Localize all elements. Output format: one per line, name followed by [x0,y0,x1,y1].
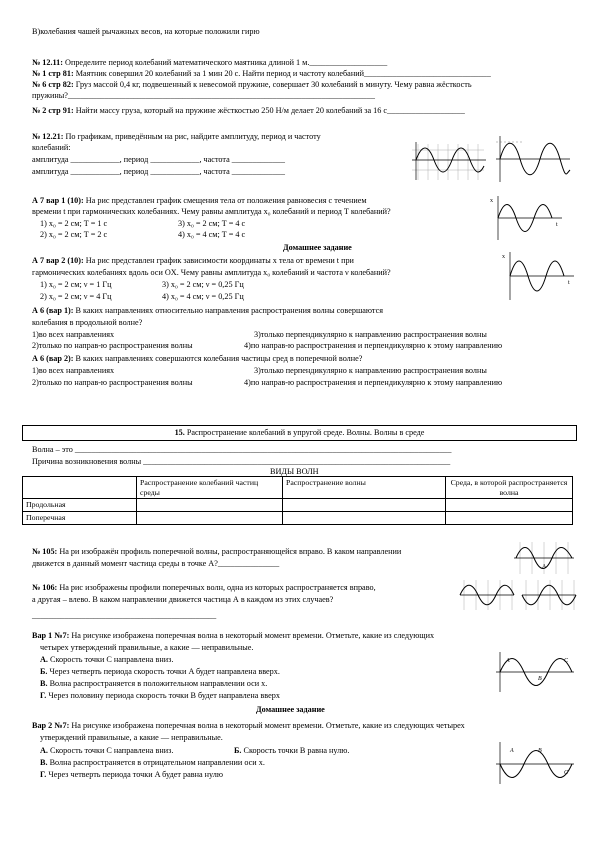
homework-heading-1: Домашнее задание [283,243,352,252]
wave-cause: Причина возникновения волны ___________________________________________________________________________ [32,457,451,466]
amplitude-line-1: амплитуда ____________, период ____________, частота _____________ [32,155,285,164]
a7-var1-t-label: t [556,222,558,228]
a7-var2-option-4: 4) x₀ = 4 см; ν = 0,25 Гц [162,292,244,301]
figure-var1-no7-svg [494,650,576,694]
a6-var2-option-4: 4)по направ-ю распространения и перпендикулярно к этому направлению [244,378,503,387]
table-header-cell [23,477,137,499]
a7-var1-svg [488,194,564,242]
var2-no7-item-g: Г. Через четверть периода точки A будет равна нулю [40,770,223,779]
fig-v2-label-b: B [538,748,542,754]
var2-no7-item-a: А. Скорость точки C направлена вниз. [40,746,174,755]
figure-106-left-svg [458,578,516,612]
table-cell [446,499,573,512]
a7-var2-t-label: t [568,280,570,286]
a6-var2-option-2: 2)только по направ-ю распространения волны [32,378,193,387]
figure-105-a-label: A [542,564,547,570]
var1-no7-item-g: Г. Через половину периода скорость точки B будет направлена вверх [40,691,280,700]
figure-var2-no7 [494,740,576,786]
problem-6-82: № 6 стр 82: Груз массой 0,4 кг, подвешенный к невесомой пружине, совершает 30 колебаний в минуту. Чему равна жёсткость [32,80,472,89]
a6-var2-title: А 6 (вар 2): В каких направлениях совершаются колебания частицы сред в поперечной волне? [32,354,363,363]
figure-a7-var2 [500,250,576,302]
problem-1-81: № 1 стр 81: Маятник совершил 20 колебаний за 1 мин 20 с. Найти период и частоту колебаний_______________________________ [32,69,491,78]
line-l1: В)колебания чашей рычажных весов, на которые положили гирю [32,27,260,36]
a7-var2-x-label: x [502,254,505,260]
problem-106-cont: а другая – влево. В каком направлении движется частица А в каждом из этих случаев? [32,595,334,604]
var1-no7-text: четырех утверждений правильные, а какие — неправильные. [40,643,254,652]
table-cell [137,512,283,525]
table-cell: Продольная [23,499,137,512]
a6-var2-option-3: 3)только перпендикулярно к направлению распространения волны [254,366,487,375]
homework-heading-2: Домашнее задание [256,705,325,714]
problem-12-21: № 12.21: По графикам, приведённым на рис, найдите амплитуду, период и частоту [32,132,321,141]
wave-types-title: ВИДЫ ВОЛН [270,467,319,476]
a6-var1-text: колебания в продольной волне? [32,318,143,327]
a6-var1-option-2: 2)только по направ-ю распространения волны [32,341,193,350]
fig-v1-label-b: B [538,676,542,682]
var2-no7-text: утверждений правильные, а какие — неправильные. [40,733,223,742]
graph-2-svg [492,134,572,184]
a6-var1-option-1: 1)во всех направлениях [32,330,115,339]
fig-v1-label-a: A [506,658,510,664]
figure-106-right-svg [520,578,578,612]
var1-no7-item-b: Б. Через четверть периода скорость точки A будет направлена вверх. [40,667,280,676]
a7-var2-option-1: 1) x₀ = 2 см; ν = 1 Гц [40,280,112,289]
graph-1-svg [408,140,488,184]
var1-no7-title: Вар 1 №7: На рисунке изображена поперечная волна в некоторый момент времени. Отметьте, какие из следующих [32,631,435,640]
table-cell [446,512,573,525]
a6-var1-option-3: 3)только перпендикулярно к направлению распространения волны [254,330,487,339]
wave-definition: Волна – это ____________________________________________________________________________________________ [32,445,452,454]
table-row [23,512,573,525]
a6-var1-title: А 6 (вар 1): В каких направлениях относительно направления распространения волны совершаются [32,306,383,315]
problem-6-82-cont: пружины?___________________________________________________________________________ [32,91,375,100]
figure-105 [512,540,576,576]
fig-v2-label-c: C [564,770,569,776]
table-row [23,499,573,512]
problem-105: № 105: На ри изображён профиль поперечной волны, распространяющейся вправо. В каком направлении [32,547,402,556]
a7-var2-text: гармонических колебаниях вдоль оси OX. Чему равны амплитуда x₀ колебаний и частота ν колебаний? [32,268,391,277]
table-cell [283,512,446,525]
var1-no7-item-v: В. Волна распространяется в положительном направлении оси x. [40,679,268,688]
var2-no7-item-b: Б. Скорость точки B равна нулю. [234,746,350,755]
table-cell: Поперечная [23,512,137,525]
a7-var2-option-2: 2) x₀ = 2 см; ν = 4 Гц [40,292,112,301]
table-header-cell: Распространение колебаний частиц среды [137,477,283,499]
figure-106-right [520,578,578,612]
a7-var1-option-1: 1) x₀ = 2 см; T = 1 с [40,219,108,228]
table-cell [283,499,446,512]
table-header-cell: Среда, в которой распространяется волна [446,477,573,499]
table-header-cell: Распространение волны [283,477,446,499]
a7-var1-text: времени t при гармонических колебаниях. Чему равны амплитуда x₀ колебаний и период T колебаний? [32,207,391,216]
figure-var2-no7-svg [494,740,576,786]
figure-graph-2 [492,134,572,184]
amplitude-line-2: амплитуда ____________, период ____________, частота _____________ [32,167,285,176]
problem-12-21-line2: колебаний: [32,143,71,152]
a7-var1-option-2: 2) x₀ = 2 см; T = 2 с [40,230,108,239]
problem-12-11: № 12.11: Определите период колебаний математического маятника длиной 1 м.___________________ [32,58,388,67]
a6-var1-option-4: 4)по направ-ю распространения и перпендикулярно к этому направлению [244,341,503,350]
a7-var2-svg [500,250,576,302]
fig-v1-label-c: C [564,658,569,664]
a7-var1-x-label: x [490,198,493,204]
var2-no7-item-v: В. Волна распространяется в отрицательном направлении оси x. [40,758,265,767]
figure-a7-var1 [488,194,564,242]
wave-types-table [22,476,573,525]
table-header-row [23,477,573,499]
a6-var2-option-1: 1)во всех направлениях [32,366,115,375]
section-15-title: 15. Распространение колебаний в упругой среде. Волны. Волны в среде [22,425,577,441]
problem-2-91: № 2 стр 91: Найти массу груза, который на пружине жёсткостью 250 Н/м делает 20 колебаний за 16 с___________________ [32,106,465,115]
var1-no7-item-a: А. Скорость точки C направлена вниз. [40,655,174,664]
problem-106-answer-line: _____________________________________________ [32,611,217,620]
a7-var2-title: А 7 вар 2 (10): На рис представлен график зависимости координаты x тела от времени t при [32,256,354,265]
figure-graph-1 [408,140,488,184]
var2-no7-title: Вар 2 №7: На рисунке изображена поперечная волна в некоторый момент времени. Отметьте, какие из следующих четырех [32,721,465,730]
a7-var1-option-4: 4) x₀ = 4 см; T = 4 с [178,230,246,239]
fig-v2-label-a: A [510,748,514,754]
a7-var1-title: А 7 вар 1 (10): На рис представлен график смещения тела от положения равновесия с течением [32,196,367,205]
a7-var2-option-3: 3) x₀ = 2 см; ν = 0,25 Гц [162,280,244,289]
table-cell [137,499,283,512]
problem-105-cont: движется в данный момент частица среды в точке А?_______________ [32,559,280,568]
figure-106-left [458,578,516,612]
problem-106: № 106: На рис изображены профили поперечных волн, одна из которых распространяется вправо, [32,583,376,592]
a7-var1-option-3: 3) x₀ = 2 см; T = 4 с [178,219,246,228]
figure-105-svg [512,540,576,576]
figure-var1-no7 [494,650,576,694]
